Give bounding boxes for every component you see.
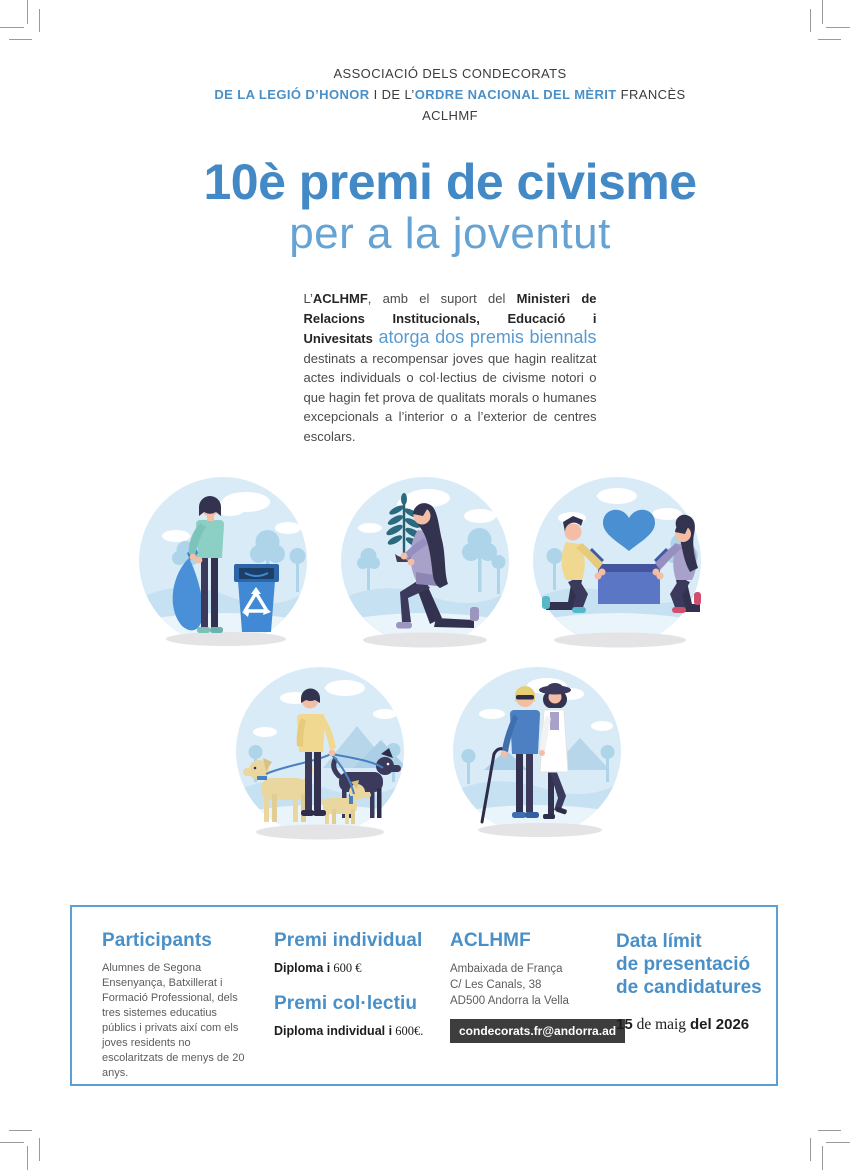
contact-heading: ACLHMF — [450, 930, 531, 951]
page-title: 10è premi de civisme — [203, 154, 697, 210]
tree-planting-scene-illustration — [340, 476, 510, 666]
participants-heading: Participants — [102, 930, 212, 951]
address-line: AD500 Andorra la Vella — [450, 995, 569, 1007]
participants-column — [102, 930, 274, 1084]
individual-prize-detail: Diploma i 600 € — [274, 961, 362, 975]
donation-box-scene-illustration — [532, 476, 702, 666]
page-subtitle: per a la joventut — [289, 209, 611, 258]
association-acronym: ACLHMF — [422, 108, 478, 123]
collective-prize-heading: Premi col·lectiu — [274, 993, 418, 1014]
association-line1: ASSOCIACIÓ DELS CONDECORATS — [333, 66, 567, 81]
deadline-column — [616, 930, 776, 1084]
dog-walking-scene-illustration — [235, 666, 405, 856]
address-line: Ambaixada de França — [450, 963, 563, 975]
contact-email-badge[interactable]: condecorats.fr@andorra.ad — [450, 1019, 625, 1043]
association-line2: DE LA LEGIÓ D’HONOR I DE L’ORDRE NACIONAL DEL MÈRIT FRANCÈS — [214, 87, 686, 102]
participants-body: Alumnes de Segona Ensenyança, Batxillerat i Formació Professional, dels tres sistemes educatius públics i privats així com els joves residents no escolaritzats de menys de 20 anys. — [102, 962, 245, 1079]
contact-column — [450, 930, 616, 1084]
collective-prize-detail: Diploma individual i 600€. — [274, 1024, 424, 1038]
address-line: C/ Les Canals, 38 — [450, 979, 542, 991]
recycling-scene-illustration — [138, 476, 308, 666]
info-box — [70, 905, 778, 1086]
prizes-highlight: atorga dos premis biennals — [372, 327, 597, 347]
sunglasses-icon — [516, 695, 534, 700]
helping-elderly-scene-illustration — [452, 666, 622, 856]
aclhmf-bold: ACLHMF — [312, 291, 368, 306]
ministry-bold: Ministeri de Relacions Institucionals, Educació i Univesitats — [303, 291, 597, 346]
association-header — [46, 63, 850, 126]
ordre-merit-label: ORDRE NACIONAL DEL MÈRIT — [414, 87, 617, 102]
individual-prize-heading: Premi individual — [274, 930, 423, 951]
prizes-column — [274, 930, 450, 1084]
legion-honor-label: DE LA LEGIÓ D’HONOR — [214, 87, 370, 102]
deadline-heading: Data límit de presentació de candidatures — [616, 931, 762, 998]
deadline-date: 15 de maig del 2026 — [616, 1016, 750, 1033]
intro-paragraph: L’ACLHMF, amb el suport del Ministeri de Relacions Institucionals, Educació i Univesitats atorga dos premis biennals destinats a recompensar joves que hagin realitzat actes individuals o col·lectius de civisme notori o que hagin fet prova de qualitats morals o humanes excepcionals a l’interior o a l’exterior de centres escolars. — [303, 291, 597, 444]
contact-address — [450, 961, 616, 1009]
